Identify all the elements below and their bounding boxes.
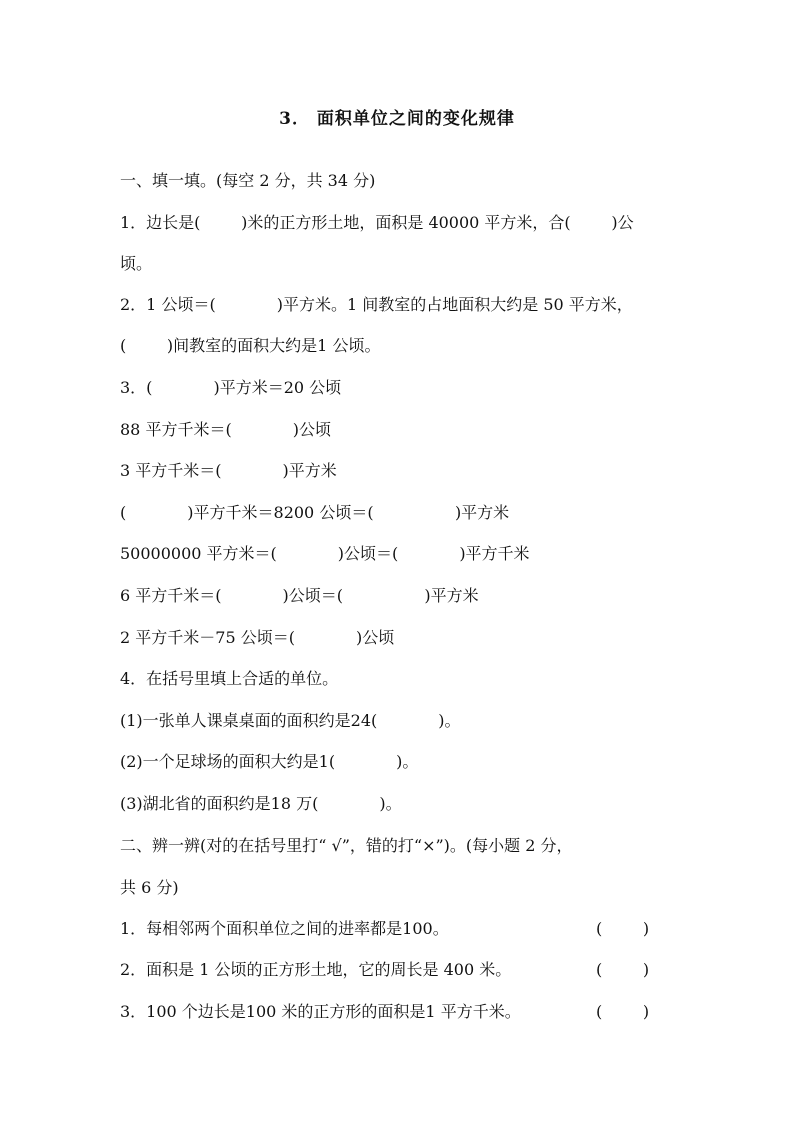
q4-line4: (3)湖北省的面积约是18 万( )。 (120, 794, 402, 813)
q2-line1: 2．1 公顷＝( )平方米。1 间教室的占地面积大约是 50 平方米， (120, 295, 633, 314)
section1-heading: 一、填一填。(每空 2 分，共 34 分) (120, 171, 376, 190)
q3-line1: 3．( )平方米＝20 公顷 (120, 378, 342, 397)
q3-line6: 6 平方千米＝( )公顷＝( )平方米 (120, 586, 479, 605)
q4-line2: (1)一张单人课桌桌面的面积约是24( )。 (120, 711, 461, 730)
judge-item-1: 1．每相邻两个面积单位之间的进率都是100。 (120, 919, 449, 938)
judge-item-3: 3．100 个边长是100 米的正方形的面积是1 平方千米。 (120, 1002, 521, 1021)
q1-line1: 1．边长是( )米的正方形土地，面积是 40000 平方米，合( )公 (120, 213, 634, 232)
judge-answer-box-1[interactable]: ( ) (596, 919, 650, 938)
section2-heading-line1: 二、辨一辨(对的在括号里打“ √”，错的打“×”)。(每小题 2 分， (120, 836, 573, 855)
q4-line1: 4．在括号里填上合适的单位。 (120, 669, 339, 688)
q4-line3: (2)一个足球场的面积大约是1( )。 (120, 752, 419, 771)
q2-line2: ( )间教室的面积大约是1 公顷。 (120, 336, 381, 355)
q1-line2: 顷。 (120, 254, 153, 273)
section2-heading-line2: 共 6 分) (120, 878, 179, 897)
q3-line7: 2 平方千米－75 公顷＝( )公顷 (120, 628, 395, 647)
q3-line2: 88 平方千米＝( )公顷 (120, 420, 331, 439)
page-title: 3． 面积单位之间的变化规律 (279, 109, 515, 129)
q3-line4: ( )平方千米＝8200 公顷＝( )平方米 (120, 503, 510, 522)
judge-item-2: 2．面积是 1 公顷的正方形土地，它的周长是 400 米。 (120, 960, 512, 979)
judge-answer-box-2[interactable]: ( ) (596, 960, 650, 979)
q3-line5: 50000000 平方米＝( )公顷＝( )平方千米 (120, 544, 530, 563)
judge-answer-box-3[interactable]: ( ) (596, 1002, 650, 1021)
q3-line3: 3 平方千米＝( )平方米 (120, 461, 337, 480)
